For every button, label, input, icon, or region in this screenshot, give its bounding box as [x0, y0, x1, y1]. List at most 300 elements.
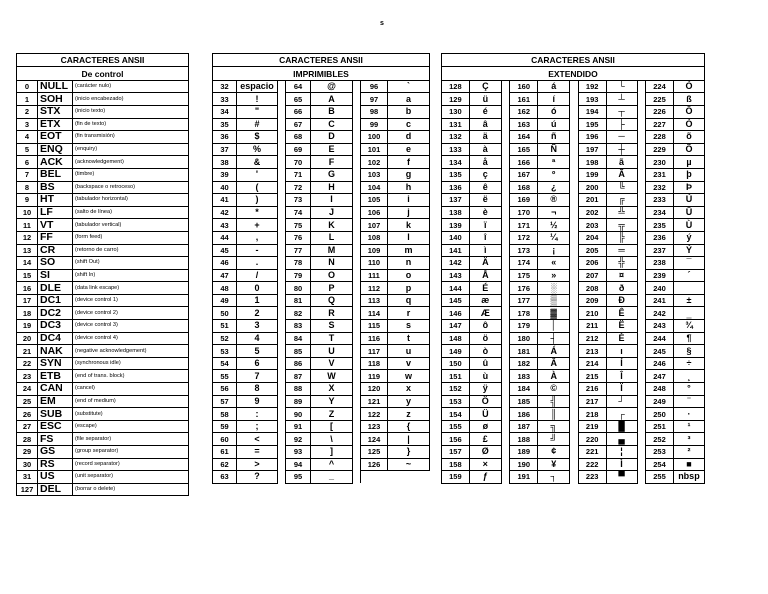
column-gap: [637, 206, 646, 219]
column-gap: [570, 320, 579, 333]
table-row: [442, 93, 705, 106]
column-gap: [637, 458, 646, 471]
char-code: 29: [17, 446, 38, 459]
extended-characters-table: [441, 53, 705, 484]
column-gap: [501, 206, 510, 219]
column-gap: [278, 307, 286, 320]
table-row: [17, 395, 189, 408]
char-glyph: -: [237, 244, 278, 257]
column-gap: [278, 433, 286, 446]
char-glyph: ¸: [673, 370, 704, 383]
column-gap: [353, 231, 361, 244]
char-name: ETX: [38, 118, 73, 131]
column-gap: [353, 395, 361, 408]
table-row: [213, 194, 430, 207]
char-code: 122: [361, 408, 388, 421]
char-glyph: ╬: [606, 257, 637, 270]
column-gap: [570, 131, 579, 144]
char-code: 223: [578, 471, 606, 484]
table-row: [17, 345, 189, 358]
column-gap: [570, 345, 579, 358]
char-code: 16: [17, 282, 38, 295]
table-row: [213, 458, 430, 471]
column-gap: [501, 244, 510, 257]
char-code: 79: [286, 269, 311, 282]
table-row: [442, 282, 705, 295]
char-code: 60: [213, 433, 237, 446]
column-gap: [501, 345, 510, 358]
char-glyph: J: [311, 206, 353, 219]
table-row: [213, 282, 430, 295]
char-description: (salto de línea): [73, 206, 189, 219]
char-code: 8: [17, 181, 38, 194]
column-gap: [570, 332, 579, 345]
char-glyph: ¨: [673, 395, 704, 408]
char-glyph: Ã: [606, 168, 637, 181]
column-gap: [501, 80, 510, 93]
table-row: [213, 345, 430, 358]
column-gap: [278, 143, 286, 156]
char-glyph: w: [388, 370, 430, 383]
column-gap: [570, 118, 579, 131]
char-code: 227: [646, 118, 674, 131]
column-gap: [278, 168, 286, 181]
char-code: 136: [442, 181, 470, 194]
char-glyph: x: [388, 383, 430, 396]
char-code: 56: [213, 383, 237, 396]
char-code: 54: [213, 357, 237, 370]
char-code: 31: [17, 471, 38, 484]
char-glyph: â: [469, 118, 501, 131]
char-glyph: %: [237, 143, 278, 156]
char-glyph: þ: [673, 168, 704, 181]
char-code: 217: [578, 395, 606, 408]
char-glyph: Ò: [673, 118, 704, 131]
table-row: [17, 446, 189, 459]
char-name: EM: [38, 395, 73, 408]
char-glyph: £: [469, 433, 501, 446]
char-glyph: °: [673, 383, 704, 396]
char-code: 76: [286, 231, 311, 244]
char-glyph: ░: [538, 282, 570, 295]
table-row: [442, 206, 705, 219]
char-glyph: Ê: [606, 307, 637, 320]
column-gap: [501, 105, 510, 118]
char-name: DC4: [38, 332, 73, 345]
char-code: 213: [578, 345, 606, 358]
char-code: 57: [213, 395, 237, 408]
char-code: 231: [646, 168, 674, 181]
char-glyph: ┬: [606, 105, 637, 118]
table-row: [442, 156, 705, 169]
char-code: 121: [361, 395, 388, 408]
char-glyph: ─: [606, 131, 637, 144]
column-gap: [278, 294, 286, 307]
table-row: [442, 257, 705, 270]
column-gap: [570, 219, 579, 232]
char-glyph: ▄: [606, 433, 637, 446]
column-gap: [278, 458, 286, 471]
table-row: [442, 181, 705, 194]
char-code: 185: [510, 395, 538, 408]
table-row: [442, 244, 705, 257]
column-gap: [637, 408, 646, 421]
char-code: 45: [213, 244, 237, 257]
char-glyph: W: [311, 370, 353, 383]
char-code: 44: [213, 231, 237, 244]
char-description: (record separator): [73, 458, 189, 471]
char-description: (file separator): [73, 433, 189, 446]
char-code: 133: [442, 143, 470, 156]
char-code: 173: [510, 244, 538, 257]
char-glyph: ª: [538, 156, 570, 169]
char-glyph: 7: [237, 370, 278, 383]
column-gap: [637, 257, 646, 270]
char-code: 151: [442, 370, 470, 383]
char-glyph: ▓: [538, 307, 570, 320]
char-code: 119: [361, 370, 388, 383]
char-glyph: ¥: [538, 458, 570, 471]
column-gap: [278, 446, 286, 459]
table-subtitle: De control: [17, 67, 189, 80]
char-code: 30: [17, 458, 38, 471]
char-glyph: └: [606, 80, 637, 93]
column-gap: [637, 219, 646, 232]
char-glyph: e: [388, 143, 430, 156]
char-name: ETB: [38, 370, 73, 383]
column-gap: [637, 105, 646, 118]
char-code: 94: [286, 458, 311, 471]
char-glyph: #: [237, 118, 278, 131]
column-gap: [278, 408, 286, 421]
char-code: 135: [442, 168, 470, 181]
column-gap: [278, 345, 286, 358]
char-code: 96: [361, 80, 388, 93]
char-code: 160: [510, 80, 538, 93]
char-name: US: [38, 471, 73, 484]
char-code: 218: [578, 408, 606, 421]
char-code: 220: [578, 433, 606, 446]
char-code: 115: [361, 320, 388, 333]
char-code: 195: [578, 118, 606, 131]
table-row: [213, 471, 430, 484]
table-row: [442, 458, 705, 471]
char-description: (shift In): [73, 269, 189, 282]
char-glyph: 8: [237, 383, 278, 396]
char-name: DEL: [38, 483, 73, 496]
char-code: 88: [286, 383, 311, 396]
column-gap: [570, 408, 579, 421]
char-glyph: <: [237, 433, 278, 446]
char-glyph: s: [388, 320, 430, 333]
char-code: 36: [213, 131, 237, 144]
char-glyph: Ö: [469, 395, 501, 408]
char-code: 153: [442, 395, 470, 408]
char-glyph: d: [388, 131, 430, 144]
char-code: 193: [578, 93, 606, 106]
char-glyph: Ü: [469, 408, 501, 421]
column-gap: [501, 471, 510, 484]
column-gap: [637, 93, 646, 106]
char-glyph: ñ: [538, 131, 570, 144]
char-glyph: Ë: [606, 320, 637, 333]
column-gap: [637, 282, 646, 295]
char-code: 249: [646, 395, 674, 408]
char-code: 150: [442, 357, 470, 370]
char-glyph: `: [388, 80, 430, 93]
char-glyph: n: [388, 257, 430, 270]
char-glyph: v: [388, 357, 430, 370]
char-code: 234: [646, 206, 674, 219]
char-code: 104: [361, 181, 388, 194]
char-code: 184: [510, 383, 538, 396]
char-glyph: Í: [606, 357, 637, 370]
char-glyph: ï: [469, 219, 501, 232]
column-gap: [278, 357, 286, 370]
column-gap: [570, 446, 579, 459]
char-glyph: Ý: [673, 244, 704, 257]
column-gap: [570, 206, 579, 219]
table-row: [442, 395, 705, 408]
column-gap: [353, 408, 361, 421]
column-gap: [637, 433, 646, 446]
char-code: 247: [646, 370, 674, 383]
char-description: (substitute): [73, 408, 189, 421]
char-code: 192: [578, 80, 606, 93]
table-row: [213, 105, 430, 118]
char-glyph: ;: [237, 420, 278, 433]
char-description: (device control 4): [73, 332, 189, 345]
table-row: [213, 433, 430, 446]
char-code: 41: [213, 194, 237, 207]
char-code: 118: [361, 357, 388, 370]
char-code: 80: [286, 282, 311, 295]
char-glyph: Ô: [673, 105, 704, 118]
char-glyph: ┤: [538, 332, 570, 345]
char-code: 219: [578, 420, 606, 433]
table-row: [17, 231, 189, 244]
char-code: 186: [510, 408, 538, 421]
char-glyph: á: [538, 80, 570, 93]
char-glyph: @: [311, 80, 353, 93]
table-row: [17, 143, 189, 156]
empty-cell: [388, 471, 430, 484]
char-code: 116: [361, 332, 388, 345]
char-name: ACK: [38, 156, 73, 169]
char-glyph: Î: [606, 370, 637, 383]
table-row: [442, 269, 705, 282]
char-glyph: ¤: [606, 269, 637, 282]
char-description: (tabulador horizontal): [73, 194, 189, 207]
char-code: 55: [213, 370, 237, 383]
char-code: 124: [361, 433, 388, 446]
char-code: 67: [286, 118, 311, 131]
char-glyph: ├: [606, 118, 637, 131]
char-code: 101: [361, 143, 388, 156]
column-gap: [570, 143, 579, 156]
table-row: [17, 294, 189, 307]
column-gap: [637, 383, 646, 396]
column-gap: [353, 80, 361, 93]
char-code: 177: [510, 294, 538, 307]
table-row: [17, 307, 189, 320]
char-description: (retorno de carro): [73, 244, 189, 257]
char-description: (backspace o retroceso): [73, 181, 189, 194]
char-code: 145: [442, 294, 470, 307]
char-code: 117: [361, 345, 388, 358]
column-gap: [278, 181, 286, 194]
char-glyph: I: [311, 194, 353, 207]
table-row: [442, 332, 705, 345]
char-code: 252: [646, 433, 674, 446]
char-glyph: T: [311, 332, 353, 345]
char-code: 97: [361, 93, 388, 106]
char-glyph: Ð: [606, 294, 637, 307]
char-code: 106: [361, 206, 388, 219]
char-code: 28: [17, 433, 38, 446]
char-name: SYN: [38, 357, 73, 370]
char-glyph: A: [311, 93, 353, 106]
table-row: [442, 219, 705, 232]
char-glyph: î: [469, 231, 501, 244]
char-glyph: _: [311, 471, 353, 484]
char-code: 175: [510, 269, 538, 282]
char-glyph: Q: [311, 294, 353, 307]
char-glyph: f: [388, 156, 430, 169]
column-gap: [570, 471, 579, 484]
char-glyph: Ç: [469, 80, 501, 93]
char-code: 128: [442, 80, 470, 93]
column-gap: [353, 206, 361, 219]
char-code: 141: [442, 244, 470, 257]
char-code: 238: [646, 257, 674, 270]
char-name: DC1: [38, 294, 73, 307]
table-row: [17, 420, 189, 433]
table-row: [213, 181, 430, 194]
char-code: 187: [510, 420, 538, 433]
char-glyph: ~: [388, 458, 430, 471]
table-row: [17, 269, 189, 282]
char-description: (end of medium): [73, 395, 189, 408]
column-gap: [278, 118, 286, 131]
char-description: (escape): [73, 420, 189, 433]
column-gap: [637, 320, 646, 333]
table-row: [213, 332, 430, 345]
char-glyph: ¡: [538, 244, 570, 257]
column-gap: [353, 320, 361, 333]
char-code: 68: [286, 131, 311, 144]
table-row: [442, 433, 705, 446]
column-gap: [637, 370, 646, 383]
column-gap: [501, 332, 510, 345]
char-code: 140: [442, 231, 470, 244]
char-glyph: »: [538, 269, 570, 282]
char-code: 182: [510, 357, 538, 370]
char-glyph: å: [469, 156, 501, 169]
column-gap: [278, 420, 286, 433]
char-code: 108: [361, 231, 388, 244]
char-glyph: ¹: [673, 420, 704, 433]
column-gap: [353, 156, 361, 169]
char-code: 1: [17, 93, 38, 106]
column-gap: [501, 420, 510, 433]
table-row: [442, 131, 705, 144]
char-code: 125: [361, 446, 388, 459]
char-name: SOH: [38, 93, 73, 106]
column-gap: [570, 357, 579, 370]
table-row: [213, 294, 430, 307]
char-code: 129: [442, 93, 470, 106]
char-code: 34: [213, 105, 237, 118]
table-row: [17, 370, 189, 383]
char-code: 159: [442, 471, 470, 484]
char-glyph: à: [469, 143, 501, 156]
char-code: 71: [286, 168, 311, 181]
char-code: 63: [213, 471, 237, 484]
column-gap: [353, 294, 361, 307]
char-glyph: L: [311, 231, 353, 244]
column-gap: [353, 458, 361, 471]
char-description: (form feed): [73, 231, 189, 244]
char-code: 19: [17, 320, 38, 333]
char-code: 203: [578, 219, 606, 232]
char-glyph: ¶: [673, 332, 704, 345]
char-code: 236: [646, 231, 674, 244]
char-glyph: «: [538, 257, 570, 270]
table-row: [17, 105, 189, 118]
char-glyph: ó: [538, 105, 570, 118]
column-gap: [570, 307, 579, 320]
char-glyph: ë: [469, 194, 501, 207]
char-code: 169: [510, 194, 538, 207]
char-glyph: z: [388, 408, 430, 421]
table-row: [442, 194, 705, 207]
char-code: 164: [510, 131, 538, 144]
char-code: 228: [646, 131, 674, 144]
char-description: (negative acknowledgement): [73, 345, 189, 358]
char-description: (carácter nulo): [73, 80, 189, 93]
column-gap: [353, 181, 361, 194]
table-row: [213, 357, 430, 370]
column-gap: [278, 206, 286, 219]
column-gap: [570, 93, 579, 106]
char-code: 251: [646, 420, 674, 433]
column-gap: [501, 294, 510, 307]
char-glyph: æ: [469, 294, 501, 307]
char-glyph: j: [388, 206, 430, 219]
table-row: [17, 471, 189, 484]
char-code: 23: [17, 370, 38, 383]
table-row: [213, 156, 430, 169]
column-gap: [353, 244, 361, 257]
column-gap: [278, 471, 286, 484]
char-glyph: P: [311, 282, 353, 295]
char-code: 72: [286, 181, 311, 194]
char-code: 229: [646, 143, 674, 156]
char-glyph: h: [388, 181, 430, 194]
table-row: [213, 257, 430, 270]
char-code: 138: [442, 206, 470, 219]
column-gap: [570, 395, 579, 408]
column-gap: [353, 332, 361, 345]
char-glyph: ù: [469, 370, 501, 383]
column-gap: [637, 345, 646, 358]
char-glyph: Û: [673, 206, 704, 219]
char-code: 207: [578, 269, 606, 282]
char-glyph: ╣: [538, 395, 570, 408]
char-description: (group separator): [73, 446, 189, 459]
column-gap: [278, 156, 286, 169]
